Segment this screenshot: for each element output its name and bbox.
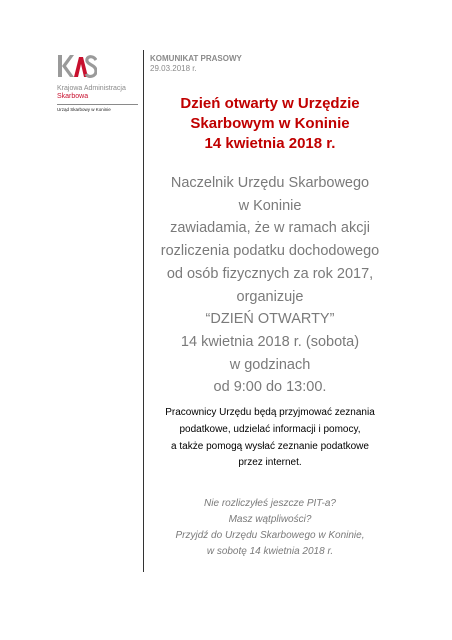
closing-line: Przyjdź do Urzędu Skarbowego w Koninie, — [175, 530, 365, 541]
announcement-line: organizuje — [236, 288, 304, 305]
announcement-text — [145, 172, 395, 399]
title-line: Dzień otwarty w Urzędzie — [180, 95, 360, 112]
kas-logo-icon — [57, 52, 97, 82]
left-divider — [57, 104, 138, 105]
title-line: 14 kwietnia 2018 r. — [204, 135, 336, 152]
org-name-line1: Krajowa Administracja — [57, 85, 126, 92]
closing-line: Nie rozliczyłeś jeszcze PIT-a? — [204, 498, 336, 509]
press-release-label: KOMUNIKAT PRASOWY — [150, 54, 242, 63]
info-line: przez internet. — [238, 457, 302, 469]
info-line: Pracownicy Urzędu będą przyjmować zeznania — [165, 407, 375, 418]
info-line: a także pomogą wysłać zeznanie podatkowe — [171, 440, 369, 452]
vertical-divider — [143, 50, 144, 572]
announcement-line: w Koninie — [238, 197, 302, 214]
closing-line: w sobotę 14 kwietnia 2018 r. — [206, 546, 334, 557]
release-date: 29.03.2018 r. — [150, 64, 197, 73]
announcement-line: zawiadamia, że w ramach akcji — [170, 220, 370, 237]
info-line: podatkowe, udzielać informacji i pomocy, — [179, 423, 361, 435]
info-paragraph — [145, 405, 395, 472]
announcement-line: “DZIEŃ OTWARTY” — [205, 311, 335, 328]
announcement-line: 14 kwietnia 2018 r. (sobota) — [180, 333, 360, 350]
closing-line: Masz wątpliwości? — [228, 514, 312, 525]
org-name-line2: Skarbowa — [57, 93, 89, 100]
closing-paragraph — [145, 496, 395, 560]
announcement-line: od 9:00 do 13:00. — [213, 379, 327, 396]
document-title — [145, 94, 395, 154]
announcement-line: w godzinach — [229, 356, 311, 373]
announcement-line: Naczelnik Urzędu Skarbowego — [170, 175, 370, 191]
office-name: Urząd Skarbowy w Koninie — [57, 107, 111, 112]
announcement-line: od osób fizycznych za rok 2017, — [166, 265, 374, 282]
announcement-line: rozliczenia podatku dochodowego — [160, 243, 380, 260]
title-line: Skarbowym w Koninie — [190, 115, 350, 132]
